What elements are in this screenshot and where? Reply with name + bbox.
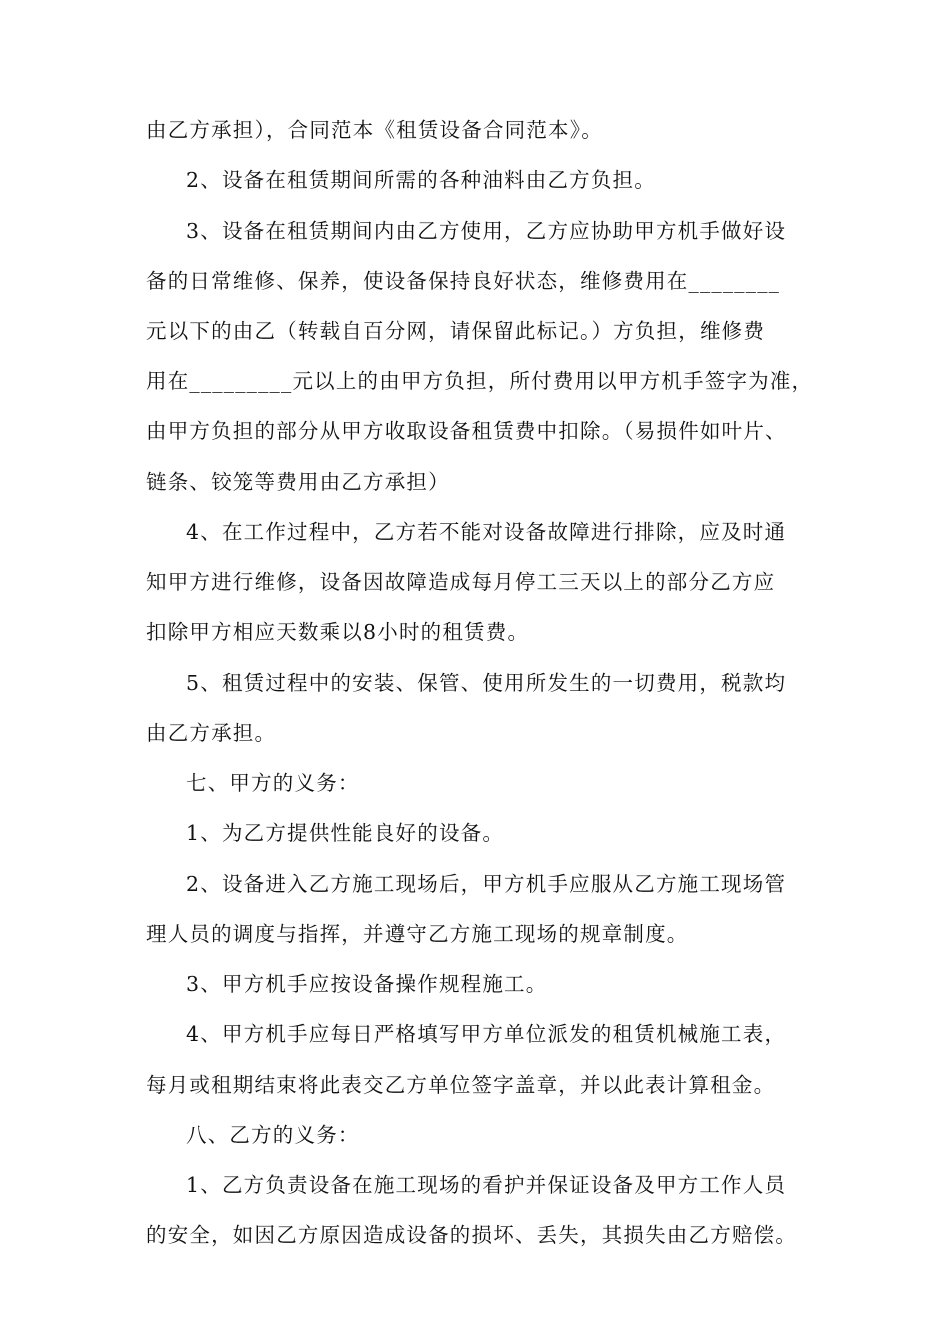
section-heading-7: 七、甲方的义务： bbox=[186, 771, 360, 795]
clause-2-line: 2、设备进入乙方施工现场后，甲方机手应服从乙方施工现场管 bbox=[186, 872, 787, 896]
clause-1-line: 1、为乙方提供性能良好的设备。 bbox=[186, 821, 505, 845]
section-heading-8: 八、乙方的义务： bbox=[186, 1123, 360, 1147]
paragraph-line: 由乙方承担。 bbox=[146, 721, 277, 745]
clause-5-line: 5、租赁过程中的安装、保管、使用所发生的一切费用，税款均 bbox=[186, 671, 787, 695]
paragraph-line: 用在_________元以上的由甲方负担，所付费用以甲方机手签字为准， bbox=[146, 369, 814, 393]
paragraph-line: 由甲方负担的部分从甲方收取设备租赁费中扣除。（易损件如叶片、 bbox=[146, 419, 787, 443]
paragraph-line: 由乙方承担），合同范本《租赁设备合同范本》。 bbox=[146, 118, 603, 142]
paragraph-line: 每月或租期结束将此表交乙方单位签字盖章，并以此表计算租金。 bbox=[146, 1073, 776, 1097]
paragraph-line: 理人员的调度与指挥，并遵守乙方施工现场的规章制度。 bbox=[146, 922, 689, 946]
clause-1-line: 1、乙方负责设备在施工现场的看护并保证设备及甲方工作人员 bbox=[186, 1173, 787, 1197]
paragraph-line: 知甲方进行维修，设备因故障造成每月停工三天以上的部分乙方应 bbox=[146, 570, 776, 594]
paragraph-line: 链条、铰笼等费用由乙方承担） bbox=[146, 470, 450, 494]
clause-3-line: 3、甲方机手应按设备操作规程施工。 bbox=[186, 972, 548, 996]
paragraph-line: 元以下的由乙（转载自百分网，请保留此标记。）方负担，维修费 bbox=[146, 319, 766, 343]
clause-3-line: 3、设备在租赁期间内由乙方使用，乙方应协助甲方机手做好设 bbox=[186, 219, 787, 243]
clause-4-line: 4、在工作过程中，乙方若不能对设备故障进行排除，应及时通 bbox=[186, 520, 787, 544]
clause-4-line: 4、甲方机手应每日严格填写甲方单位派发的租赁机械施工表， bbox=[186, 1022, 787, 1046]
paragraph-line: 的安全，如因乙方原因造成设备的损坏、丢失，其损失由乙方赔偿。 bbox=[146, 1223, 797, 1247]
clause-2-line: 2、设备在租赁期间所需的各种油料由乙方负担。 bbox=[186, 168, 656, 192]
paragraph-line: 备的日常维修、保养，使设备保持良好状态，维修费用在________ bbox=[146, 269, 781, 293]
paragraph-line: 扣除甲方相应天数乘以8小时的租赁费。 bbox=[146, 620, 530, 644]
